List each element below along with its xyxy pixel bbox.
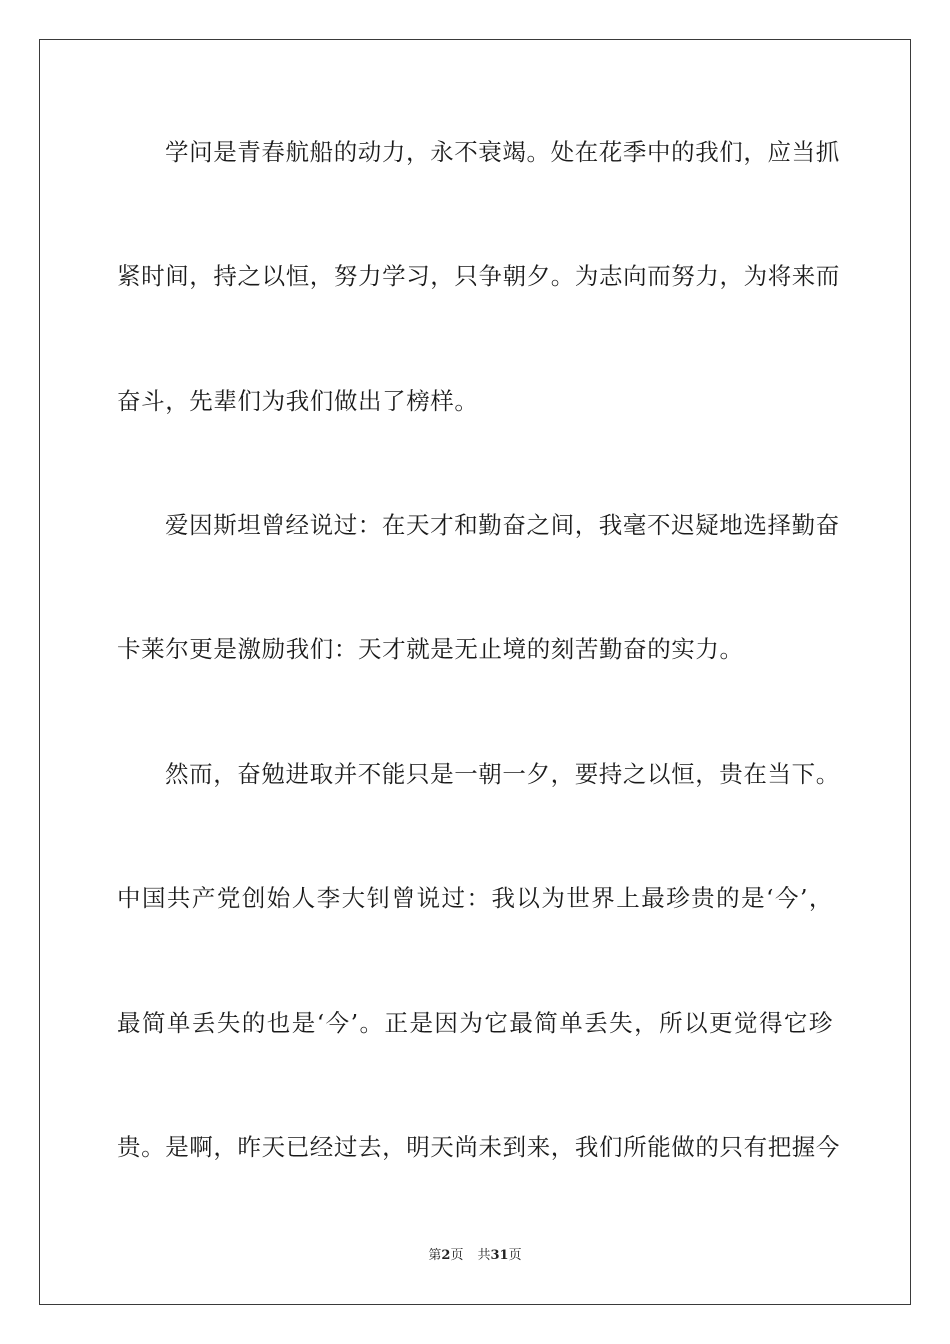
footer-current-page: 2	[441, 1248, 451, 1263]
footer-page-suffix: 页	[450, 1248, 464, 1263]
text-line-5: 卡莱尔更是激励我们：天才就是无止境的刻苦勤奋的实力。	[117, 635, 744, 663]
page-footer	[0, 1247, 950, 1265]
text-line-2: 紧时间，持之以恒，努力学习，只争朝夕。为志向而努力，为将来而	[117, 262, 840, 290]
text-line-9: 贵。是啊，昨天已经过去，明天尚未到来，我们所能做的只有把握今	[117, 1133, 840, 1161]
footer-total-pages: 31	[490, 1248, 509, 1263]
text-line-4: 爱因斯坦曾经说过：在天才和勤奋之间，我毫不迟疑地选择勤奋	[165, 511, 840, 539]
footer-total-prefix: 共	[477, 1248, 491, 1263]
text-line-7: 中国共产党创始人李大钊曾说过：我以为世界上最珍贵的是‘今’，	[117, 884, 833, 912]
footer-prefix: 第	[428, 1248, 442, 1263]
text-line-8: 最简单丢失的也是‘今’。正是因为它最简单丢失，所以更觉得它珍	[117, 1009, 833, 1037]
text-line-3: 奋斗，先辈们为我们做出了榜样。	[117, 387, 479, 415]
text-line-1: 学问是青春航船的动力，永不衰竭。处在花季中的我们，应当抓	[165, 138, 840, 166]
page-border	[39, 39, 911, 1305]
text-line-6: 然而，奋勉进取并不能只是一朝一夕，要持之以恒，贵在当下。	[165, 760, 840, 788]
footer-total-suffix: 页	[508, 1248, 522, 1263]
